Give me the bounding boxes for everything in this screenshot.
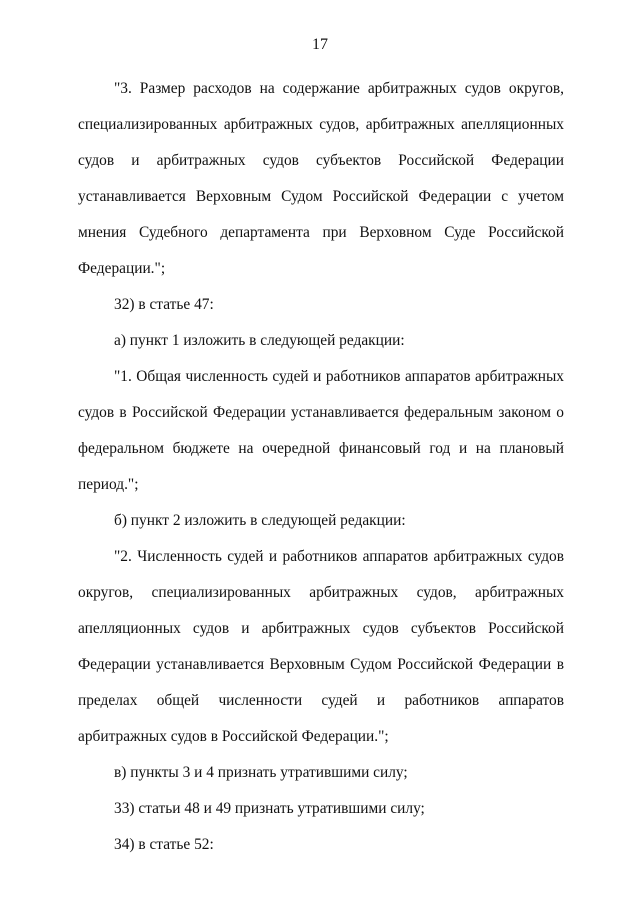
paragraph-item-33: 33) статьи 48 и 49 признать утратившими силу; [114,800,425,817]
paragraph-point-1-text: "1. Общая численность судей и работников аппаратов арбитражных судов в Российской Федерации устанавливается федеральным законом о федеральном бюджете на очередной финансовый год и на плановый период."; [78,368,564,493]
paragraph-point-2-text: "2. Численность судей и работников аппаратов арбитражных судов округов, специализированных арбитражных судов, арбитражных апелляционных судов и арбитражных судов субъектов Российской Федерации устанавливается Верховным Судом Российской Федерации в пределах общей численности судей и работников аппаратов арбитражных судов в Российской Федерации."; [78,548,564,745]
paragraph-article-3-expenses: "3. Размер расходов на содержание арбитражных судов округов, специализированных арбитражных судов, арбитражных апелляционных судов и арбитражных судов субъектов Российской Федерации устанавливается Верховным Судом Российской Федерации с учетом мнения Судебного департамента при Верховном Суде Российской Федерации."; [78,80,564,277]
paragraph-subitem-a: а) пункт 1 изложить в следующей редакции: [114,332,405,349]
page-number: 17 [312,36,328,53]
paragraph-item-32: 32) в статье 47: [114,296,214,313]
paragraph-subitem-v: в) пункты 3 и 4 признать утратившими силу; [114,764,408,781]
paragraph-item-34: 34) в статье 52: [114,836,214,853]
document-body [78,71,564,863]
paragraph-subitem-b: б) пункт 2 изложить в следующей редакции: [114,512,406,529]
